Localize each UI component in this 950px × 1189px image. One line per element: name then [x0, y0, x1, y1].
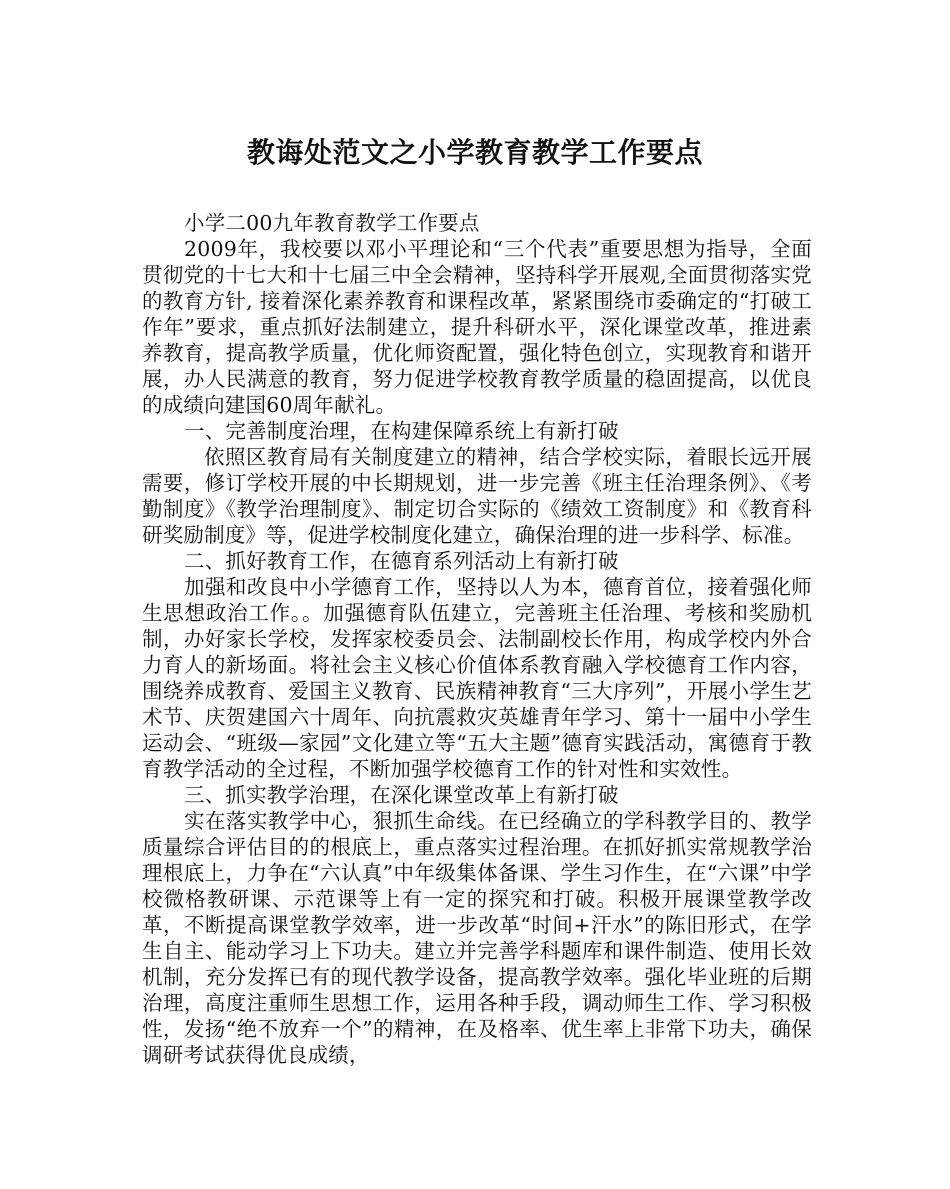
paragraph-section-1: 依照区教育局有关制度建立的精神，结合学校实际，着眼长远开展需要，修订学校开展的中长期规划，进一步完善《班主任治理条例》、《考勤制度》《教学治理制度》、制定切合实际的《绩效工资制度》和《教育科研奖励制度》等，促进学校制度化建立，确保治理的进一步科学、标准。 — [142, 445, 812, 547]
paragraph-section-3: 实在落实教学中心，狠抓生命线。在已经确立的学科教学目的、教学质量综合评估目的的根底上，重点落实过程治理。在抓好抓实常规教学治理根底上，力争在“六认真”中年级集体备课、学生习作生，在“六课”中学校微格教研课、示范课等上有一定的探究和打破。积极开展课堂教学改革，不断提高课堂教学效率，进一步改革“时间+汗水”的陈旧形式，在学生自主、能动学习上下功夫。建立并完善学科题库和课件制造、使用长效机制，充分发挥已有的现代教学设备，提高教学效率。强化毕业班的后期治理，高度注重师生思想工作，运用各种手段，调动师生工作、学习积极性，发扬“绝不放弃一个”的精神，在及格率、优生率上非常下功夫，确保调研考试获得优良成绩， — [142, 809, 812, 1067]
document-title: 教诲处范文之小学教育教学工作要点 — [246, 136, 703, 169]
section-heading-1: 一、完善制度治理，在构建保障系统上有新打破 — [184, 419, 619, 443]
paragraph-intro: 2009年，我校要以邓小平理论和“三个代表”重要思想为指导，全面贯彻党的十七大和十七届三中全会精神，坚持科学开展观,全面贯彻落实党的教育方针, 接着深化素养教育和课程改革，紧紧围绕市委确定的“打破工作年”要求，重点抓好法制建立，提升科研水平，深化课堂改革，推进素养教育，提高教学质量，优化师资配置，强化特色创立，实现教育和谐开展，办人民满意的教育，努力促进学校教育教学质量的稳固提高，以优良的成绩向建国60周年献礼。 — [142, 237, 812, 417]
section-heading-2: 二、抓好教育工作，在德育系列活动上有新打破 — [184, 549, 619, 573]
paragraph-subtitle: 小学二00九年教育教学工作要点 — [184, 211, 480, 235]
paragraph-section-2: 加强和改良中小学德育工作，坚持以人为本，德育首位，接着强化师生思想政治工作。。加强德育队伍建立，完善班主任治理、考核和奖励机制，办好家长学校，发挥家校委员会、法制副校长作用，构成学校内外合力育人的新场面。将社会主义核心价值体系教育融入学校德育工作内容，围绕养成教育、爱国主义教育、民族精神教育“三大序列”，开展小学生艺术节、庆贺建国六十周年、向抗震救灾英雄青年学习、第十一届中小学生运动会、“班级—家园”文化建立等“五大主题”德育实践活动，寓德育于教育教学活动的全过程，不断加强学校德育工作的针对性和实效性。 — [142, 575, 812, 781]
section-heading-3: 三、抓实教学治理，在深化课堂改革上有新打破 — [184, 783, 619, 807]
document-body — [142, 210, 812, 1068]
